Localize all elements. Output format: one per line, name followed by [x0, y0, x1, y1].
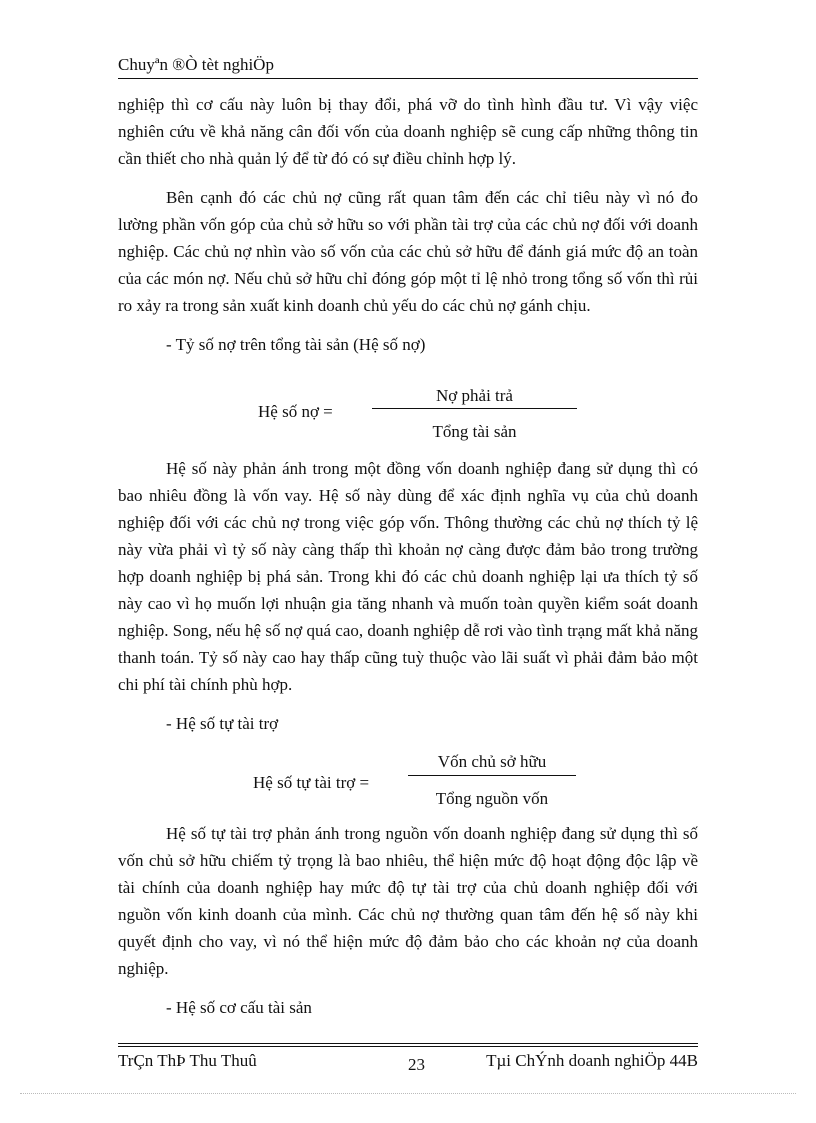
header-rule [118, 78, 698, 79]
text-block-2 [118, 455, 698, 737]
paragraph-1: nghiệp thì cơ cấu này luôn bị thay đổi, phá vỡ do tình hình đầu tư. Vì vậy việc nghiên cứu về khả năng cân đối vốn của doanh nghiệp sẽ cung cấp những thông tin cần thiết cho nhà quản lý để từ đó có sự điều chỉnh hợp lý. [118, 95, 698, 168]
footer-author: TrÇn ThÞ Thu Thuû [118, 1051, 257, 1070]
text-block-3 [118, 820, 698, 1021]
fraction-bar [408, 775, 576, 776]
formula-label: Hệ số tự tài trợ = [253, 773, 370, 792]
formula-denominator: Tổng tài sản [432, 422, 517, 441]
bullet-asset-structure: - Hệ số cơ cấu tài sản [166, 998, 312, 1017]
formula-denominator: Tổng nguồn vốn [435, 789, 549, 808]
bullet-self-financing: - Hệ số tự tài trợ [166, 714, 279, 733]
formula-numerator: Nợ phải trả [436, 386, 513, 405]
header-title: Chuyªn ®Ò tèt nghiÖp [118, 55, 274, 74]
footer-class: Tµi ChÝnh doanh nghiÖp 44B [486, 1051, 698, 1070]
paragraph-4: Hệ số tự tài trợ phản ánh trong nguồn vốn doanh nghiệp đang sử dụng thì số vốn chủ sở hữu chiếm tỷ trọng là bao nhiêu, thể hiện mức độ hoạt động độc lập về tài chính của doanh nghiệp hay mức độ tự tài trợ của chủ doanh nghiệp đối với nguồn vốn kinh doanh của mình. Các chủ nợ thường quan tâm đến hệ số này khi quyết định cho vay, vì nó thể hiện mức độ đảm bảo cho các khoản nợ của doanh nghiệp. [118, 824, 698, 978]
page-header [118, 54, 698, 76]
fraction-bar [372, 408, 577, 409]
page-number: 23 [408, 1055, 425, 1074]
text-block-1 [118, 91, 698, 358]
page-edge-divider [20, 1093, 796, 1094]
formula-numerator: Vốn chủ sở hữu [437, 752, 547, 771]
paragraph-2: Bên cạnh đó các chủ nợ cũng rất quan tâm đến các chỉ tiêu này vì nó đo lường phần vốn góp của chủ sở hữu so với phần tài trợ của các chủ nợ đối với doanh nghiệp. Các chủ nợ nhìn vào số vốn của các chủ sở hữu để đánh giá mức độ an toàn của các món nợ. Nếu chủ sở hữu chỉ đóng góp một tỉ lệ nhỏ trong tổng số vốn thì rủi ro xảy ra trong sản xuất kinh doanh chủ yếu do các chủ nợ gánh chịu. [118, 188, 698, 315]
paragraph-3: Hệ số này phản ánh trong một đồng vốn doanh nghiệp đang sử dụng thì có bao nhiêu đồng là vốn vay. Hệ số này dùng để xác định nghĩa vụ của chủ doanh nghiệp đối với các chủ nợ trong việc góp vốn. Thông thường các chủ nợ thích tỷ lệ này vừa phải vì tỷ số này càng thấp thì khoản nợ càng được đảm bảo trong trường hợp doanh nghiệp bị phá sản. Trong khi đó các chủ doanh nghiệp lại ưa thích tỷ số này cao vì họ muốn lợi nhuận gia tăng nhanh và muốn toàn quyền kiểm soát doanh nghiệp. Song, nếu hệ số nợ quá cao, doanh nghiệp dễ rơi vào tình trạng mất khả năng thanh toán. Tỷ số này cao hay thấp cũng tuỳ thuộc vào lãi suất vì phải đảm bảo một chi phí tài chính phù hợp. [118, 459, 698, 694]
footer-rule [118, 1043, 698, 1047]
bullet-debt-ratio: - Tỷ số nợ trên tổng tài sản (Hệ số nợ) [166, 335, 426, 354]
formula-label: Hệ số nợ = [258, 402, 333, 421]
